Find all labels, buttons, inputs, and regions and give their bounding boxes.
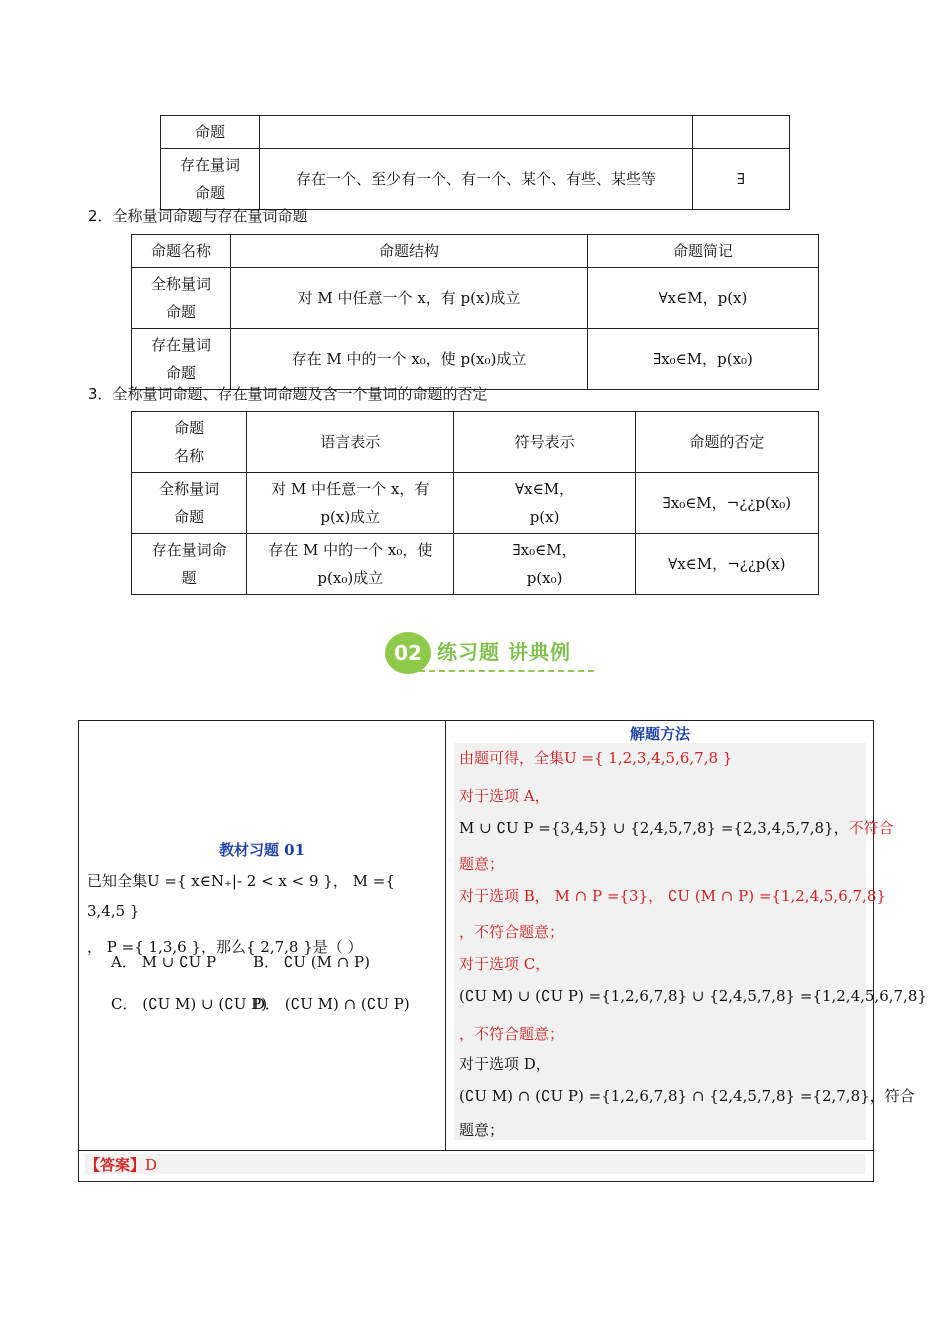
table-cell: 存在 M 中的一个 x₀，使 p(x₀)成立 — [231, 329, 588, 390]
table-cell: 对 M 中任意一个 x，有 p(x)成立 — [247, 473, 454, 534]
section-heading: 3．全称量词命题、存在量词命题及含一个量词的命题的否定 — [88, 385, 488, 403]
table-header-cell: 命题结构 — [231, 235, 588, 268]
option-b: B． ∁U (M ∩ P) — [253, 953, 371, 971]
option-d: D． (∁U M) ∩ (∁U P) — [253, 995, 410, 1013]
answer-label: 【答案】 — [85, 1156, 146, 1174]
table-cell: ∃x₀∈M， p(x₀) — [454, 534, 635, 595]
row-divider — [79, 1150, 873, 1151]
table-cell: ∀x∈M， p(x) — [454, 473, 635, 534]
option-a: A． M ∪ ∁U P — [111, 953, 217, 971]
solution-line: 题意； — [459, 855, 505, 873]
solution-line: 题意； — [459, 1121, 505, 1139]
table-header-cell: 命题简记 — [588, 235, 819, 268]
solution-line: 对于选项 C， — [459, 955, 551, 973]
negation-table — [131, 411, 819, 595]
solution-panel — [454, 743, 927, 1140]
table-header-cell: 符号表示 — [454, 412, 635, 473]
table-header-cell: 命题的否定 — [635, 412, 818, 473]
table-cell: 存在 M 中的一个 x₀，使 p(x₀)成立 — [247, 534, 454, 595]
table-cell: 对 M 中任意一个 x，有 p(x)成立 — [231, 268, 588, 329]
table-header-row — [132, 235, 819, 268]
exercise-title: 教材习题 01 — [218, 841, 306, 859]
solution-line: ，不符合题意； — [459, 1025, 565, 1043]
section-banner — [385, 630, 600, 678]
table-cell: ∀x∈M，p(x) — [588, 268, 819, 329]
section-heading: 2．全称量词命题与存在量词命题 — [88, 207, 308, 225]
solution-line: ，不符合题意； — [459, 923, 565, 941]
table-header-cell: 语言表示 — [247, 412, 454, 473]
exercise-question — [87, 839, 437, 1013]
table-header-cell: 命题名称 — [132, 235, 231, 268]
solution-line: 对于选项 A， — [459, 787, 550, 805]
table-cell — [693, 116, 790, 149]
table-cell: 全称量词 命题 — [132, 268, 231, 329]
solution-line: 由题可得，全集U ={ 1,2,3,4,5,6,7,8 } — [459, 749, 733, 767]
solution-line: (∁U M) ∩ (∁U P) ={1,2,6,7,8} ∩ {2,4,5,7,8} ={2,7,8}，符合 — [459, 1087, 915, 1105]
solution-line: 对于选项 D， — [459, 1055, 551, 1073]
table-cell: ∃x₀∈M，¬¿¿p(x₀) — [635, 473, 818, 534]
table-header-row — [132, 412, 819, 473]
solution-line: M ∪ ∁U P ={3,4,5} ∪ {2,4,5,7,8} ={2,3,4,5,7,8}，不符合 — [459, 819, 894, 837]
banner-underline — [419, 670, 594, 672]
column-divider — [445, 721, 446, 1150]
solution-line: (∁U M) ∪ (∁U P) ={1,2,6,7,8} ∪ {2,4,5,7,8} ={1,2,4,5,6,7,8} — [459, 987, 927, 1005]
exercise-box — [78, 720, 927, 1182]
table-row — [161, 149, 790, 210]
answer-row — [85, 1154, 865, 1174]
table-cell: 存在一个、至少有一个、有一个、某个、有些、某些等 — [260, 149, 693, 210]
table-cell: 存在量词命 题 — [132, 534, 247, 595]
question-stem-line: 已知全集U ={ x∈N₊|- 2 < x < 9 }， M ={ 3,4,5 } — [87, 872, 395, 920]
table-cell: ∃ — [693, 149, 790, 210]
table-cell: 全称量词 命题 — [132, 473, 247, 534]
table-cell: ∃x₀∈M，p(x₀) — [588, 329, 819, 390]
question-stem-line: ， P ={ 1,3,6 }，那么{ 2,7,8 }是（ ） — [87, 938, 363, 956]
option-c: C． (∁U M) ∪ (∁U P) — [111, 995, 268, 1013]
solution-title: 解题方法 — [629, 725, 690, 743]
table-cell: 存在量词 命题 — [132, 329, 231, 390]
table-row — [132, 329, 819, 390]
table-cell: 存在量词 命题 — [161, 149, 260, 210]
table-cell: ∀x∈M，¬¿¿p(x) — [635, 534, 818, 595]
table-row — [132, 534, 819, 595]
banner-number-badge: 02 — [385, 632, 431, 674]
quantifier-structure-table — [131, 234, 819, 390]
table-row — [161, 116, 790, 149]
quantifier-table-partial — [160, 115, 790, 210]
table-cell: 命题 — [161, 116, 260, 149]
table-cell — [260, 116, 693, 149]
answer-value: D — [145, 1156, 158, 1174]
table-row — [132, 473, 819, 534]
table-header-cell: 命题 名称 — [132, 412, 247, 473]
table-row — [132, 268, 819, 329]
solution-line: 对于选项 B， M ∩ P ={3}， ∁U (M ∩ P) ={1,2,4,5,6,7,8} — [459, 887, 886, 905]
banner-title: 练习题 讲典例 — [437, 640, 571, 664]
